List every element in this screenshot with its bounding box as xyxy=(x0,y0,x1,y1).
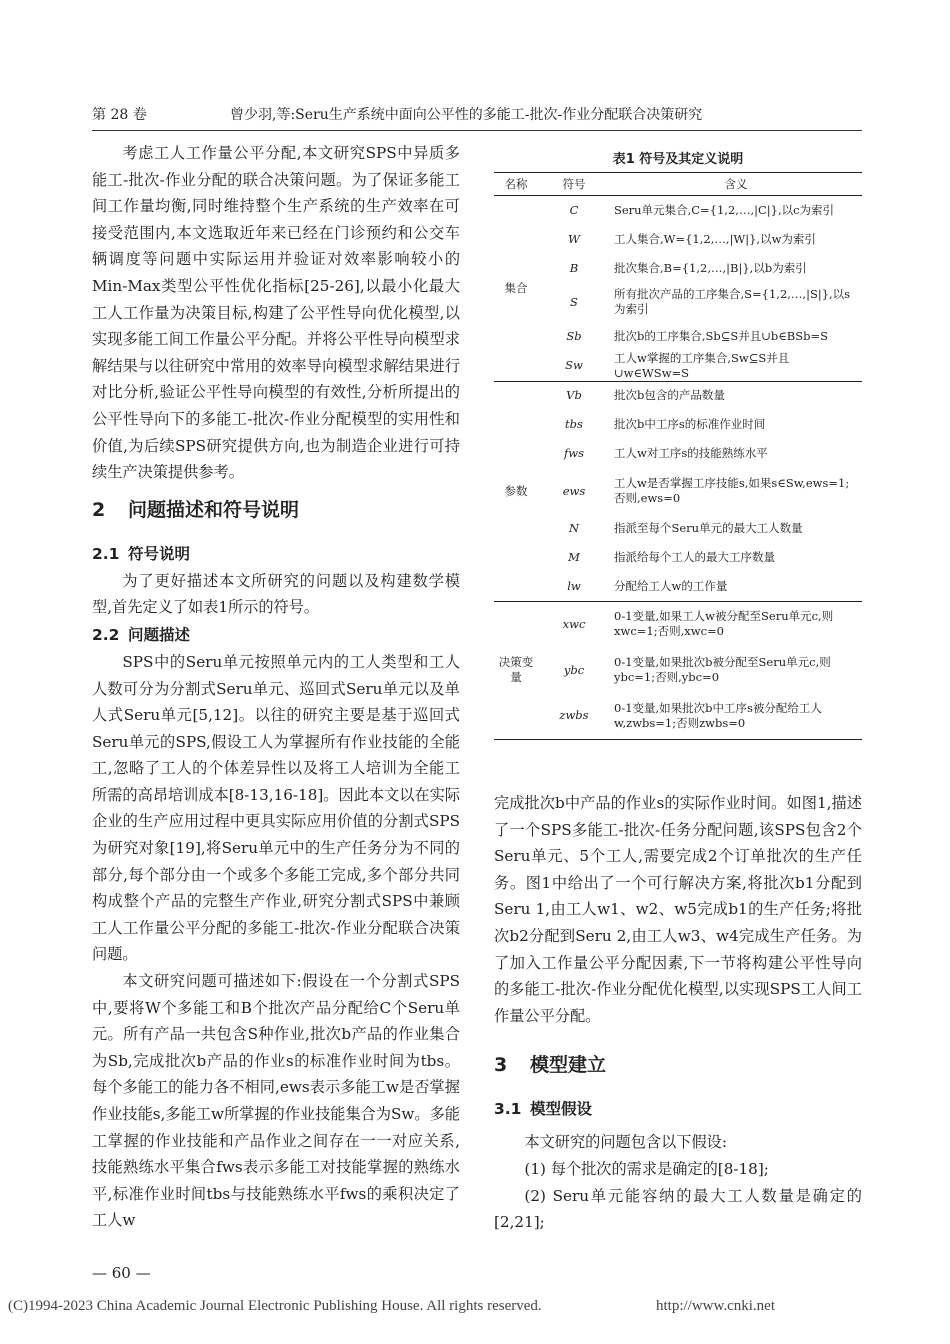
symbol-cell: xwc xyxy=(562,616,586,631)
definition-cell: 批次b的工序集合,Sb⊆S并且∪b∈BSb=S xyxy=(614,328,828,343)
symbol-cell: zwbs xyxy=(538,693,610,739)
table-row xyxy=(494,543,862,572)
subsection-title: 模型假设 xyxy=(530,1100,593,1119)
copyright-line xyxy=(8,1298,942,1315)
definition-cell: 所有批次产品的工序集合,S={1,2,…,|S|},以s为索引 xyxy=(614,287,851,316)
symbol-paragraph: 为了更好描述本文所研究的问题以及构建数学模型,首先定义了如表1所示的符号。 xyxy=(92,571,460,617)
definition-cell: 工人w掌握的工序集合,Sw⊆S并且∪w∈WSw=S xyxy=(610,351,862,382)
definition-cell: 批次b包含的产品数量 xyxy=(614,388,725,403)
copyright-text: (C)1994-2023 China Academic Journal Electronic Publishing House. All rights reserved. xyxy=(8,1298,542,1314)
symbol-cell: Sb xyxy=(566,328,582,343)
assumption-intro: 本文研究的问题包含以下假设: xyxy=(524,1133,727,1152)
section-3-heading xyxy=(494,1045,862,1085)
section-number: 3 xyxy=(494,1054,508,1077)
section-title: 问题描述和符号说明 xyxy=(128,498,300,521)
group-name-cell: 参数 xyxy=(494,381,538,601)
subsection-title: 问题描述 xyxy=(128,625,191,644)
assumption-1: (1) 每个批次的需求是确定的[8-18]; xyxy=(524,1159,769,1178)
definition-cell: 指派给每个工人的最大工序数量 xyxy=(614,550,775,564)
table-row xyxy=(494,468,862,514)
definition-cell: 批次b中工序s的标准作业时间 xyxy=(614,417,766,431)
section-number: 2 xyxy=(92,498,106,521)
symbol-cell: ybc xyxy=(563,662,585,677)
table-row xyxy=(494,601,862,647)
symbol-cell: M xyxy=(568,550,580,564)
figure-paragraph: 完成批次b中产品的作业s的实际作业时间。如图1,描述了一个SPS多能工-批次-任务分配问题,该SPS包含2个Seru单元、5个工人,需要完成2个订单批次的生产任务。图1中给出了一个可行解决方案,将批次b1分配到Seru 1,由工人w1、w2、w5完成b1的生产任务;将批次b2分配到Seru 2,由工人w3、w4完成生产任务。为了加入工作量公平分配因素,下一节将构建公平性导向的多能工-批次-作业分配优化模型,以实现SPS工人间工作量公平分配。 xyxy=(494,794,862,1025)
section-title: 模型建立 xyxy=(530,1054,607,1077)
table-row xyxy=(494,439,862,468)
journal-volume: 第 28 卷 xyxy=(92,107,147,123)
definition-cell: 工人w是否掌握工序技能s,如果s∈Sw,ews=1;否则,ews=0 xyxy=(614,476,850,505)
symbol-cell: lw xyxy=(538,572,610,601)
table-row xyxy=(494,410,862,439)
table-row xyxy=(494,647,862,693)
section-2-1-heading xyxy=(92,540,460,568)
table-row xyxy=(494,693,862,739)
symbol-cell: C xyxy=(569,202,579,217)
table-row xyxy=(494,322,862,351)
assumption-2: (2) Seru单元能容纳的最大工人数量是确定的[2,21]; xyxy=(494,1186,862,1232)
symbol-cell: ews xyxy=(562,483,586,498)
problem-paragraph-2: 本文研究问题可描述如下:假设在一个分割式SPS中,要将W个多能工和B个批次产品分配给C个Seru单元。所有产品一共包含S种作业,批次b产品的作业集合为Sb,完成批次b产品的作业s的标准作业时间为tbs。每个多能工的能力各不相同,ews表示多能工w是否掌握作业技能s,多能工w所掌握的作业技能集合为Sw。多能工掌握的作业技能和产品作业之间存在一一对应关系,技能熟练水平集合fws表示多能工对技能掌握的熟练水平,标准作业时间tbs与技能熟练水平fws的乘积决定了工人w xyxy=(92,972,460,1230)
table-header-cell: 名称 xyxy=(494,173,538,196)
section-3-1-heading xyxy=(494,1095,862,1123)
section-2-2-heading xyxy=(92,621,460,649)
section-2-heading xyxy=(92,490,460,530)
symbol-cell: N xyxy=(568,521,580,535)
symbol-cell: Vb xyxy=(566,388,582,403)
table-header-cell: 符号 xyxy=(538,173,610,196)
definition-cell: 批次集合,B={1,2,…,|B|},以b为索引 xyxy=(614,260,807,275)
definition-cell: 0-1变量,如果批次b被分配至Seru单元c,则ybc=1;否则,ybc=0 xyxy=(614,655,831,684)
table-row xyxy=(494,381,862,410)
subsection-number: 2.2 xyxy=(92,625,120,644)
symbol-cell: tbs xyxy=(565,417,583,431)
table-row xyxy=(494,572,862,601)
table-row xyxy=(494,351,862,382)
symbol-table xyxy=(494,172,862,740)
left-column xyxy=(92,140,460,1234)
problem-paragraph-1: SPS中的Seru单元按照单元内的工人类型和工人人数可分为分割式Seru单元、巡回式Seru单元以及单人式Seru单元[5,12]。以往的研究主要是基于巡回式Seru单元的SPS,假设工人为掌握所有作业技能的全能工,忽略了工人的个体差异性以及将工人培训为全能工所需的高昂培训成本[8-13,16-18]。因此本文以在实际企业的生产应用过程中更具实际应用价值的分割式SPS为研究对象[19],将Seru单元中的生产任务分为不同的部分,每个部分由一个或多个多能工完成,多个部分共同构成整个产品的完整生产作业,研究分割式SPS中兼顾工人工作量公平分配的多能工-批次-作业分配联合决策问题。 xyxy=(92,652,460,964)
definition-cell: 指派至每个Seru单元的最大工人数量 xyxy=(614,521,803,535)
subsection-title: 符号说明 xyxy=(128,544,191,563)
intro-paragraph: 考虑工人工作量公平分配,本文研究SPS中异质多能工-批次-作业分配的联合决策问题。为了保证多能工间工作量均衡,同时维持整个生产系统的生产效率在可接受范围内,本文选取近年来已经在门诊预约和公交车辆调度等问题中实际运用并验证对效率影响较小的Min-Max类型公平性优化指标[25-26],以最小化最大工人工作量为决策目标,构建了公平性导向优化模型,以实现多能工间工作量公平分配。并将公平性导向模型求解结果与以往研究中常用的效率导向模型求解结果进行对比分析,验证公平性导向模型的有效性,分析所提出的公平性导向下的多能工-批次-作业分配模型的实用性和价值,为后续SPS研究提供方向,也为制造企业进行可持续生产决策提供参考。 xyxy=(92,144,460,482)
table-row xyxy=(494,254,862,283)
definition-cell: 分配给工人w的工作量 xyxy=(610,572,862,601)
header-rule xyxy=(92,130,862,131)
running-header xyxy=(92,104,862,130)
group-name-cell: 集合 xyxy=(494,196,538,382)
running-title: 曾少羽,等:Seru生产系统中面向公平性的多能工-批次-作业分配联合决策研究 xyxy=(230,107,703,123)
subsection-number: 3.1 xyxy=(494,1100,522,1119)
definition-cell: Seru单元集合,C={1,2,…,|C|},以c为索引 xyxy=(614,202,835,217)
symbol-cell: fws xyxy=(563,446,584,460)
table-row xyxy=(494,514,862,543)
page-number: — 60 — xyxy=(92,1264,151,1282)
table-header-row xyxy=(494,173,862,196)
table-row xyxy=(494,225,862,254)
group-name-cell: 决策变量 xyxy=(494,601,538,739)
definition-cell: 0-1变量,如果工人w被分配至Seru单元c,则xwc=1;否则,xwc=0 xyxy=(614,609,834,639)
definition-cell: 0-1变量,如果批次b中工序s被分配给工人w,zwbs=1;否则zwbs=0 xyxy=(610,693,862,739)
symbol-cell: Sw xyxy=(538,351,610,382)
table-header-cell: 含义 xyxy=(610,173,862,196)
symbol-cell: S xyxy=(570,294,578,309)
website-link[interactable]: http://www.cnki.net xyxy=(656,1298,776,1314)
right-column xyxy=(494,790,862,1236)
definition-cell: 工人集合,W={1,2,…,|W|},以w为索引 xyxy=(614,231,816,246)
definition-cell: 工人w对工序s的技能熟练水平 xyxy=(614,446,768,460)
symbol-cell: W xyxy=(568,231,580,246)
subsection-number: 2.1 xyxy=(92,544,120,563)
symbol-cell: B xyxy=(569,260,579,275)
table-row xyxy=(494,196,862,225)
table-1-caption: 表1 符号及其定义说明 xyxy=(612,152,744,167)
table-row xyxy=(494,283,862,322)
